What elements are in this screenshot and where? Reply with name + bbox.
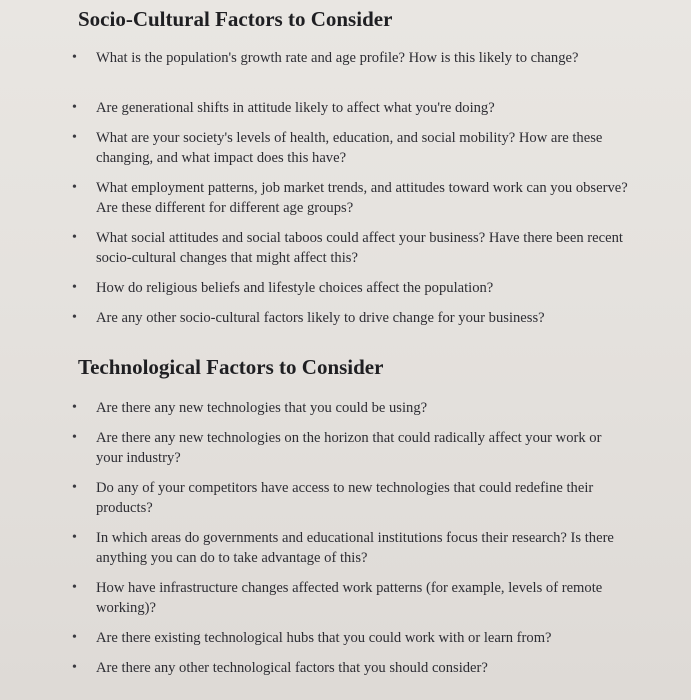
list-item-text: Are there any new technologies that you could be using? xyxy=(96,400,428,416)
bullet-icon: • xyxy=(72,630,77,645)
list-item xyxy=(58,308,628,328)
list-item xyxy=(58,578,628,618)
list-item xyxy=(58,228,628,268)
socio-cultural-heading: Socio-Cultural Factors to Consider xyxy=(78,7,393,31)
list-item-text: Are there existing technological hubs that you could work with or learn from? xyxy=(96,630,552,646)
list-item-text: Do any of your competitors have access to new technologies that could redefine their products? xyxy=(96,480,594,516)
bullet-icon: • xyxy=(72,400,77,415)
list-item xyxy=(58,98,628,118)
list-item-text: What employment patterns, job market trends, and attitudes toward work can you observe? Are these different for different age groups? xyxy=(96,180,628,216)
technological-list xyxy=(58,396,628,678)
list-item-text: Are any other socio-cultural factors likely to drive change for your business? xyxy=(96,310,545,326)
list-item-text: What are your society's levels of health, education, and social mobility? How are these changing, and what impact does this have? xyxy=(96,130,603,166)
list-item-text: What social attitudes and social taboos could affect your business? Have there been recent socio-cultural changes that might affect this? xyxy=(96,230,623,266)
bullet-icon: • xyxy=(72,100,77,115)
list-item-text: What is the population's growth rate and age profile? How is this likely to change? xyxy=(96,50,579,66)
socio-cultural-list xyxy=(58,46,628,328)
list-item xyxy=(58,528,628,568)
list-item xyxy=(58,398,628,418)
bullet-icon: • xyxy=(72,230,77,245)
bullet-icon: • xyxy=(72,660,77,675)
bullet-icon: • xyxy=(72,50,77,65)
bullet-icon: • xyxy=(72,130,77,145)
bullet-icon: • xyxy=(72,430,77,445)
list-item xyxy=(58,628,628,648)
list-item-text: Are generational shifts in attitude likely to affect what you're doing? xyxy=(96,100,495,116)
list-item xyxy=(58,278,628,298)
list-item-text: Are there any new technologies on the horizon that could radically affect your work or your industry? xyxy=(96,430,602,466)
list-item xyxy=(58,128,628,168)
bullet-icon: • xyxy=(72,280,77,295)
list-item xyxy=(58,428,628,468)
list-item-text: How do religious beliefs and lifestyle choices affect the population? xyxy=(96,280,494,296)
list-item xyxy=(58,48,628,88)
list-item xyxy=(58,178,628,218)
list-item xyxy=(58,478,628,518)
list-item-text: Are there any other technological factors that you should consider? xyxy=(96,660,488,676)
list-item xyxy=(58,658,628,678)
list-item-text: In which areas do governments and educational institutions focus their research? Is there anything you can do to take advantage of this? xyxy=(96,530,614,566)
technological-heading: Technological Factors to Consider xyxy=(78,355,384,379)
bullet-icon: • xyxy=(72,530,77,545)
bullet-icon: • xyxy=(72,310,77,325)
list-item-text: How have infrastructure changes affected work patterns (for example, levels of remote working)? xyxy=(96,580,603,616)
bullet-icon: • xyxy=(72,180,77,195)
bullet-icon: • xyxy=(72,480,77,495)
bullet-icon: • xyxy=(72,580,77,595)
